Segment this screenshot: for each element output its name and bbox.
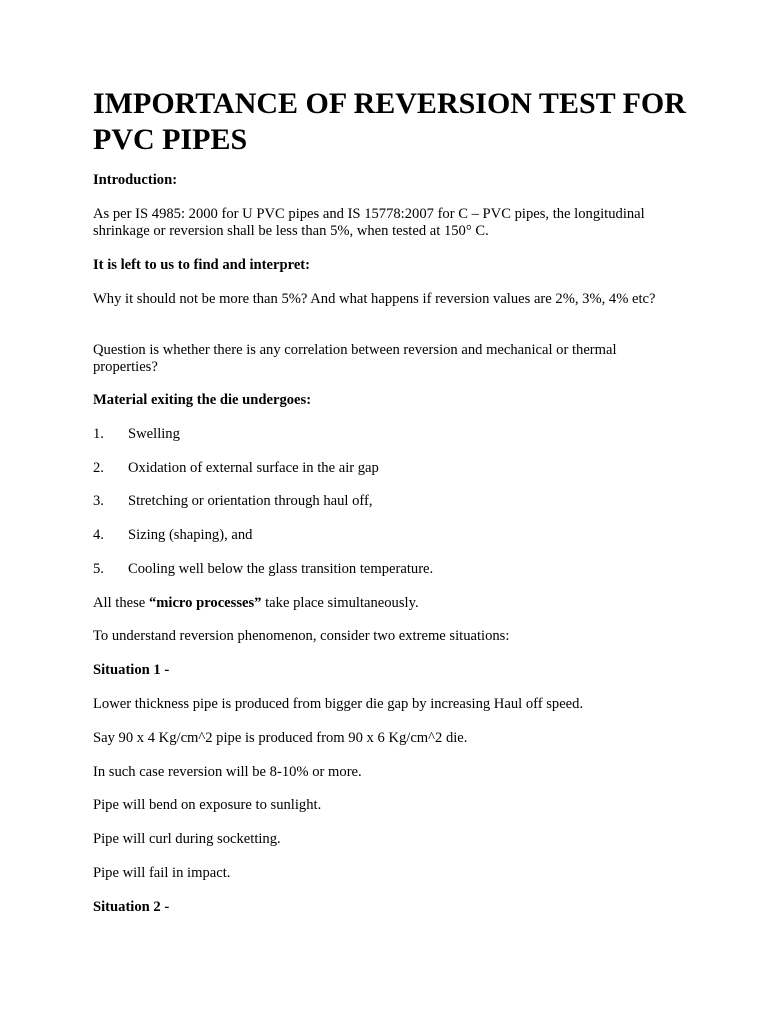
list-item-number: 2.: [93, 460, 104, 476]
list-item-number: 3.: [93, 493, 104, 509]
situation-1-line: Say 90 x 4 Kg/cm^2 pipe is produced from 90 x 6 Kg/cm^2 die.: [93, 730, 468, 746]
list-item-text: Oxidation of external surface in the air gap: [128, 460, 379, 476]
list-item-text: Swelling: [128, 426, 180, 442]
micro-processes-paragraph: [93, 595, 683, 612]
list-item-text: Stretching or orientation through haul off,: [128, 493, 373, 509]
list-item: [93, 493, 683, 510]
list-item-text: Sizing (shaping), and: [128, 527, 253, 543]
question-paragraph-2: Question is whether there is any correlation between reversion and mechanical or thermal properties?: [93, 342, 617, 375]
list-item: [93, 527, 683, 544]
situation-1-heading: Situation 1 -: [93, 662, 170, 678]
interpret-heading: It is left to us to find and interpret:: [93, 257, 311, 273]
list-item-text: Cooling well below the glass transition temperature.: [128, 561, 434, 577]
situation-1-line: Lower thickness pipe is produced from bigger die gap by increasing Haul off speed.: [93, 696, 584, 712]
situation-1-line: In such case reversion will be 8-10% or more.: [93, 764, 362, 780]
situation-1-line: Pipe will curl during socketting.: [93, 831, 281, 847]
list-item: [93, 561, 683, 578]
document-title: IMPORTANCE OF REVERSION TEST FOR PVC PIPES: [93, 87, 686, 156]
question-paragraph-1: Why it should not be more than 5%? And what happens if reversion values are 2%, 3%, 4% etc?: [93, 291, 656, 307]
situation-1-line: Pipe will bend on exposure to sunlight.: [93, 797, 322, 813]
understand-paragraph: To understand reversion phenomenon, consider two extreme situations:: [93, 628, 510, 644]
situation-2-heading: Situation 2 -: [93, 899, 170, 915]
list-item: [93, 460, 683, 477]
die-heading: Material exiting the die undergoes:: [93, 392, 312, 408]
list-item-number: 4.: [93, 527, 104, 543]
micro-suffix: take place simultaneously.: [261, 595, 419, 611]
intro-text: As per IS 4985: 2000 for U PVC pipes and IS 15778:2007 for C – PVC pipes, the longitudinal shrinkage or reversion shall be less than 5%, when tested at 150° C.: [93, 206, 645, 239]
list-item-number: 5.: [93, 561, 104, 577]
micro-processes-emphasis: “micro processes”: [148, 595, 262, 611]
list-item-number: 1.: [93, 426, 104, 442]
situation-1-line: Pipe will fail in impact.: [93, 865, 231, 881]
list-item: [93, 426, 683, 443]
micro-prefix: All these: [93, 595, 149, 611]
intro-heading: Introduction:: [93, 172, 178, 188]
